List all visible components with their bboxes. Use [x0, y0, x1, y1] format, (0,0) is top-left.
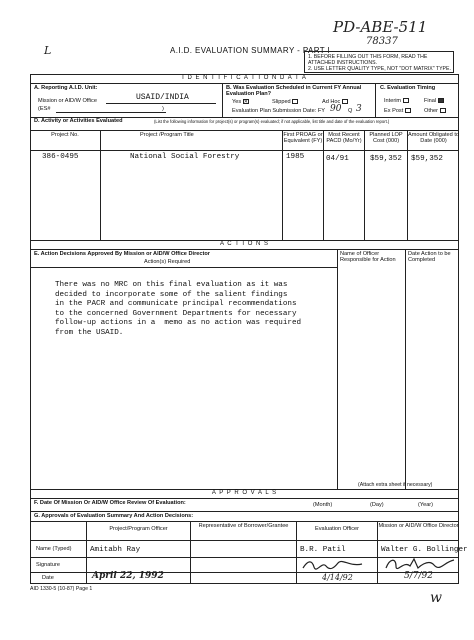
- expost-label: Ex Post: [384, 108, 404, 114]
- planned-lop-value: $59,352: [370, 155, 402, 163]
- identification-heading: I D E N T I F I C A T I O N D A T A: [182, 75, 307, 81]
- handwritten-corner-mark: w: [430, 590, 442, 606]
- program-officer-name: Amitabh Ray: [90, 546, 141, 554]
- plan-fy-value: 90: [330, 104, 342, 114]
- col-planned-lop: Planned LOP Cost (000): [369, 132, 403, 145]
- adhoc-label: Ad Hoc: [322, 99, 341, 105]
- program-officer-date: April 22, 1992: [92, 571, 164, 581]
- attach-note: (Attach extra sheet if necessary): [358, 482, 433, 488]
- col-pacd: Most Recent PACD (Mo/Yr): [326, 132, 362, 145]
- pacd-value: 04/91: [326, 155, 349, 163]
- slipped-label: Slipped: [272, 99, 291, 105]
- actions-heading: A C T I O N S: [219, 241, 270, 247]
- action-text-line: from the USAID.: [55, 328, 124, 337]
- action-text-line: decided to incorporate some of the salient findings: [55, 290, 288, 299]
- col-project-no: Project No.: [51, 132, 79, 138]
- name-typed-label: Name (Typed): [36, 546, 72, 552]
- col-evaluation-officer: Evaluation Officer: [314, 526, 360, 532]
- plan-date-label: Evaluation Plan Submission Date: FY: [232, 108, 325, 114]
- director-signature: [384, 556, 456, 572]
- yes-label: Yes: [232, 99, 242, 105]
- form-title: A.I.D. EVALUATION SUMMARY - PART I: [170, 46, 331, 55]
- col-program-officer: Project/Program Officer: [109, 526, 168, 532]
- other-checkbox[interactable]: [440, 108, 446, 113]
- project-no-value: 386-0495: [42, 153, 79, 161]
- interim-checkbox[interactable]: [403, 98, 409, 103]
- director-name: Walter G. Bollinger: [381, 546, 468, 554]
- es-label: (ES#: [38, 106, 51, 112]
- col-borrower-rep: Representative of Borrower/Grantee: [198, 523, 289, 529]
- approvals-label: G. Approvals of Evaluation Summary And Action Decisions:: [34, 513, 194, 519]
- evaluation-officer-name: B.R. Patil: [300, 546, 346, 554]
- activity-note: (List the following information for project(s) or program(s) evaluated; if not applicable, list title and date of the evaluation report.): [154, 119, 390, 124]
- yes-checkbox[interactable]: ✕: [243, 99, 248, 106]
- final-checkbox[interactable]: [438, 98, 444, 103]
- action-text-line: in the PACR and communicate principal recommendations: [55, 300, 297, 309]
- handwritten-doc-id: PD-ABE-511: [333, 18, 428, 36]
- month-label: (Month): [313, 502, 333, 508]
- action-text-line: to the concerned Government Departments for necessary: [55, 309, 297, 318]
- signature-label: Signature: [36, 562, 60, 568]
- reporting-unit-label: A. Reporting A.I.D. Unit:: [34, 85, 98, 91]
- col-office-director: Mission or AID/W Office Director: [378, 523, 459, 529]
- other-label: Other: [424, 108, 438, 114]
- evaluation-officer-signature: [300, 558, 370, 572]
- plan-q-label: Q: [348, 108, 353, 114]
- officer-responsible-label: Name of Officer Responsible for Action: [340, 251, 396, 264]
- amount-obligated-value: $59,352: [411, 155, 443, 163]
- action-decisions-label: E. Action Decisions Approved By Mission or AID/W Office Director: [34, 251, 210, 257]
- adhoc-checkbox[interactable]: [342, 99, 348, 104]
- handwritten-number: 78337: [366, 36, 398, 47]
- activity-label: D. Activity or Activities Evaluated: [34, 118, 123, 124]
- col-project-title: Project /Program Title: [140, 132, 194, 138]
- review-date-label: F. Date Of Mission Or AID/W Office Review Of Evaluation:: [34, 500, 186, 506]
- instruction-2: 2. USE LETTER QUALITY TYPE, NOT "DOT MATRIX" TYPE.: [308, 66, 451, 72]
- interim-label: Interim: [384, 98, 402, 104]
- mission-label: Mission or AID/W Office: [38, 98, 97, 104]
- slipped-checkbox[interactable]: [292, 99, 298, 104]
- first-proag-value: 1985: [286, 153, 305, 161]
- actions-required-label: Action(s) Required: [144, 259, 191, 265]
- handwritten-side-mark: L: [44, 44, 52, 57]
- director-date: 5/7/92: [404, 571, 433, 581]
- timing-label: C. Evaluation Timing: [380, 85, 436, 91]
- action-text: [55, 281, 301, 339]
- year-label: (Year): [418, 502, 434, 508]
- date-to-complete-label: Date Action to be Completed: [408, 251, 451, 264]
- es-close: ): [162, 106, 164, 112]
- scheduled-question: B. Was Evaluation Scheduled in Current FY Annual Evaluation Plan?: [226, 85, 362, 98]
- evaluation-officer-date: 4/14/92: [322, 573, 353, 582]
- action-text-line: There was no MRC on this final evaluation as it was: [55, 281, 288, 289]
- instruction-1: 1. BEFORE FILLING OUT THIS FORM, READ THE ATTACHED INSTRUCTIONS.: [308, 54, 428, 66]
- date-label: Date: [42, 575, 54, 581]
- action-text-line: follow-up actions in a memo as no action was required: [55, 319, 302, 328]
- final-label: Final: [424, 98, 437, 104]
- approvals-heading: A P P R O V A L S: [211, 490, 278, 496]
- plan-q-value: 3: [356, 104, 362, 114]
- col-amount-obligated: Amount Obligated to Date (000): [408, 132, 459, 145]
- day-label: (Day): [370, 502, 384, 508]
- expost-checkbox[interactable]: [405, 108, 411, 113]
- project-title-value: National Social Forestry: [130, 153, 240, 161]
- col-first-proag: First PROAG or Equivalent (FY): [283, 132, 323, 145]
- mission-value: USAID/INDIA: [136, 93, 189, 102]
- form-number: AID 1330-5 (10-87) Page 1: [30, 586, 93, 592]
